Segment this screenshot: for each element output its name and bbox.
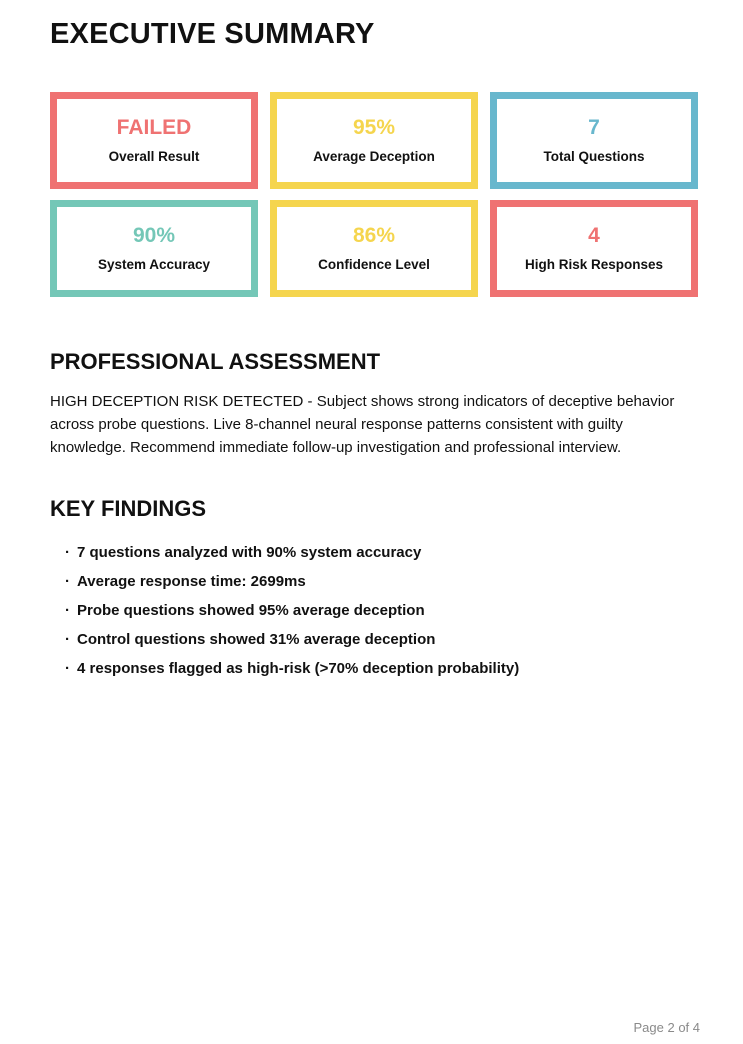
finding-text: Control questions showed 31% average deception xyxy=(77,631,436,648)
list-item xyxy=(65,625,698,654)
page-footer: Page 2 of 4 xyxy=(633,1020,700,1035)
stat-card-total-questions xyxy=(490,92,698,189)
assessment-heading: PROFESSIONAL ASSESSMENT xyxy=(50,349,381,374)
bullet-icon: · xyxy=(65,544,70,561)
finding-text: 4 responses flagged as high-risk (>70% deception probability) xyxy=(77,660,520,677)
stat-cards-grid xyxy=(50,92,698,297)
stat-value: 7 xyxy=(588,116,600,140)
stat-card-average-deception xyxy=(270,92,478,189)
stat-value: 95% xyxy=(352,116,396,140)
finding-text: 7 questions analyzed with 90% system accuracy xyxy=(77,544,422,561)
findings-heading: KEY FINDINGS xyxy=(50,496,207,521)
stat-value: FAILED xyxy=(116,116,192,140)
bullet-icon: · xyxy=(65,602,70,619)
stat-label: Overall Result xyxy=(108,149,200,165)
stat-label: Total Questions xyxy=(543,149,645,165)
stat-value: 90% xyxy=(132,224,176,248)
list-item xyxy=(65,567,698,596)
stat-label: Average Deception xyxy=(313,149,435,165)
stat-label: Confidence Level xyxy=(318,257,430,273)
list-item xyxy=(65,538,698,567)
report-page xyxy=(0,18,743,1044)
list-item xyxy=(65,654,698,683)
list-item xyxy=(65,596,698,625)
stat-card-high-risk-responses xyxy=(490,200,698,297)
stat-card-confidence-level xyxy=(270,200,478,297)
stat-label: High Risk Responses xyxy=(524,257,664,273)
bullet-icon: · xyxy=(65,573,70,590)
finding-text: Probe questions showed 95% average deception xyxy=(77,602,425,619)
stat-card-overall-result xyxy=(50,92,258,189)
stat-card-system-accuracy xyxy=(50,200,258,297)
bullet-icon: · xyxy=(65,660,70,677)
stat-label: System Accuracy xyxy=(97,257,211,273)
stat-value: 86% xyxy=(352,224,396,248)
assessment-body: HIGH DECEPTION RISK DETECTED - Subject shows strong indicators of deceptive behavior across probe questions. Live 8-channel neural response patterns consistent with guilty knowledge. Recommend immediate follow-up investigation and professional interview. xyxy=(50,393,675,456)
bullet-icon: · xyxy=(65,631,70,648)
finding-text: Average response time: 2699ms xyxy=(77,573,306,590)
stat-value: 4 xyxy=(588,224,600,248)
page-title: EXECUTIVE SUMMARY xyxy=(50,18,375,50)
findings-list xyxy=(50,538,698,683)
